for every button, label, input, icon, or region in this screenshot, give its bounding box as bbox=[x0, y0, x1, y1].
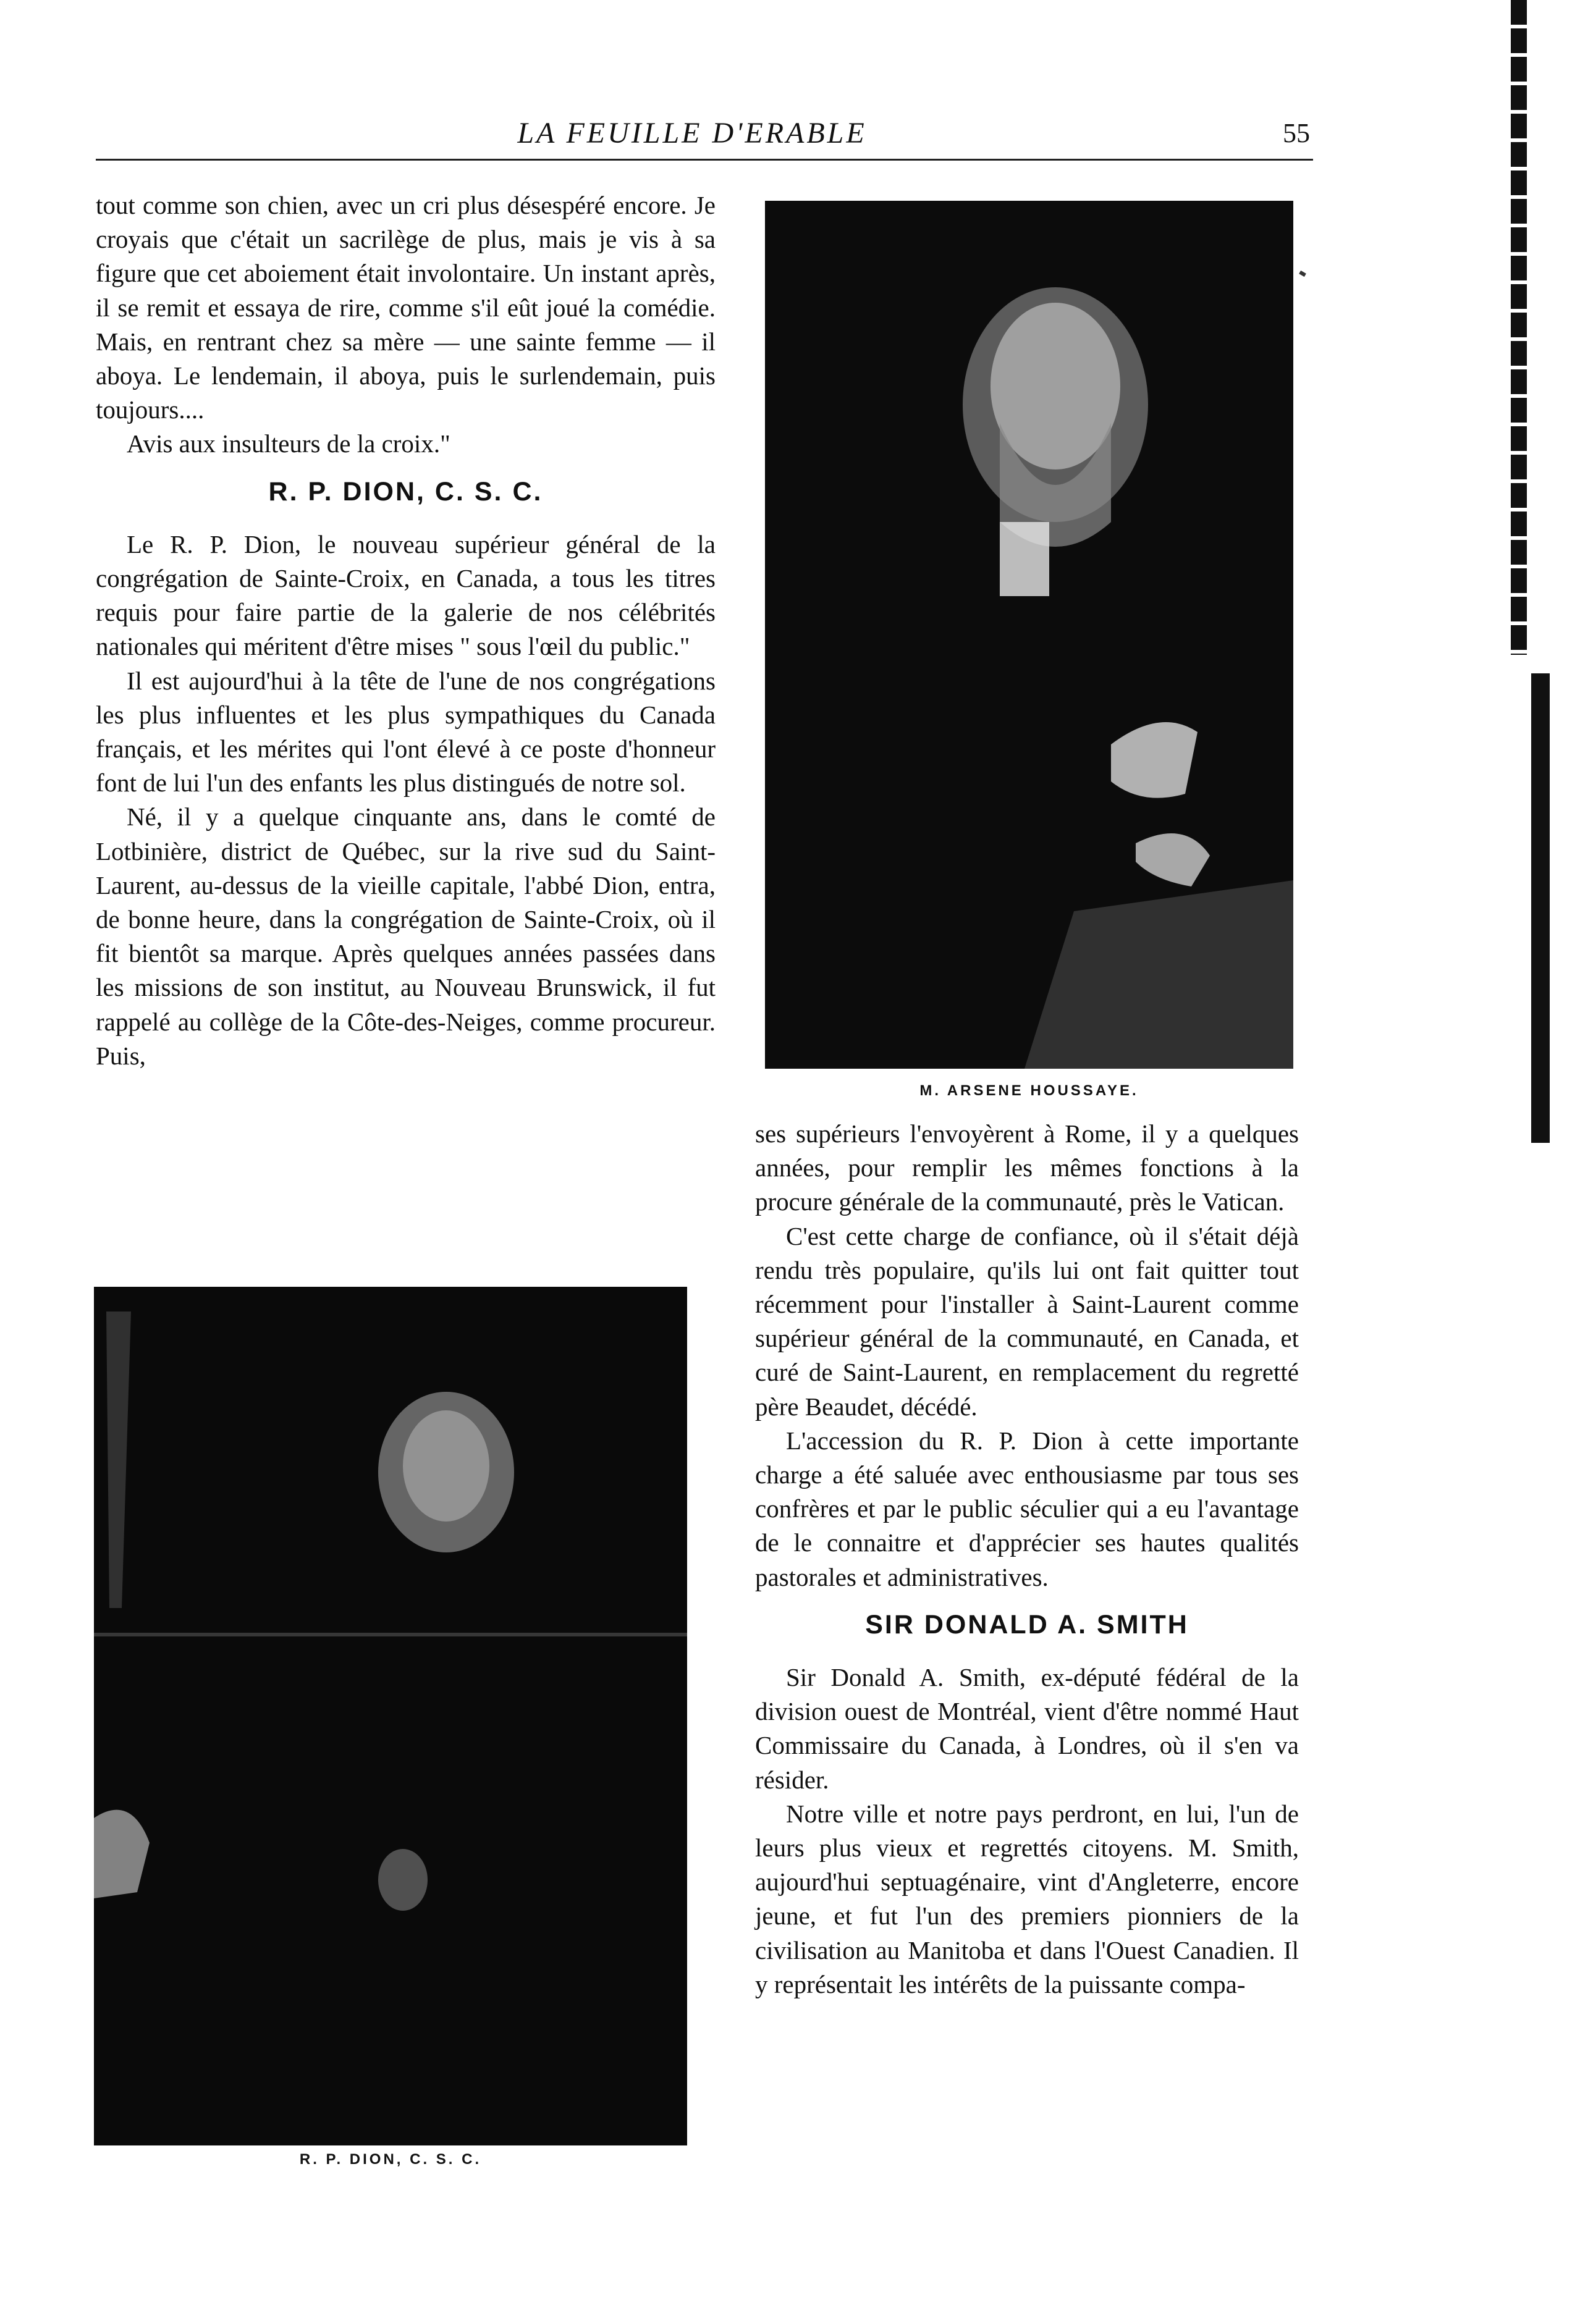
left-column bbox=[96, 188, 716, 1073]
header-rule bbox=[96, 159, 1313, 161]
portrait-image bbox=[94, 1287, 687, 2145]
paragraph: Le R. P. Dion, le nouveau supérieur général de la congrégation de Sainte-Croix, en Canada, a tous les titres requis pour faire partie de la galerie de nos célébrités nationales qui méritent d'être mises " sous l'œil du public." bbox=[96, 529, 716, 661]
paragraph: tout comme son chien, avec un cri plus désespéré encore. Je croyais que c'était un sacrilège de plus, mais je vis à sa figure que cet aboiement était involontaire. Un instant après, il se remit et essaya de rire, comme s'il eût joué la comédie. Mais, en rentrant chez sa mère — une sainte femme — il aboya. Le lendemain, il aboya, puis le surlendemain, puis toujours.... bbox=[96, 191, 716, 424]
section-heading-smith: SIR DONALD A. SMITH bbox=[865, 1609, 1189, 1640]
scan-edge-bar bbox=[1531, 673, 1550, 1143]
paragraph: ses supérieurs l'envoyèrent à Rome, il y a quelques années, pour remplir les mêmes fonctions à la procure générale de la communauté, près le Vatican. bbox=[755, 1119, 1299, 1216]
paragraph: Il est aujourd'hui à la tête de l'une de nos congrégations les plus influentes et les plus sympathiques du Canada français, et les mérites qui l'ont élevé à ce poste d'honneur font de lui l'un des enfants les plus distingués de notre sol. bbox=[96, 666, 716, 798]
portrait-photo-houssaye bbox=[765, 201, 1293, 1069]
paragraph: L'accession du R. P. Dion à cette importante charge a été saluée avec enthousiasme par tous ses confrères et par le public séculier qui a eu l'avantage de le connaitre et d'apprécier ses hautes qualités pastorales et administratives. bbox=[755, 1426, 1299, 1591]
scan-edge-mark bbox=[1511, 0, 1527, 655]
paragraph: Avis aux insulteurs de la croix." bbox=[127, 429, 450, 458]
scan-speck bbox=[1299, 271, 1306, 277]
photo-caption-houssaye: M. ARSENE HOUSSAYE. bbox=[919, 1082, 1139, 1099]
right-column bbox=[755, 1117, 1299, 2002]
section-heading-dion: R. P. DION, C. S. C. bbox=[268, 476, 543, 507]
paragraph: C'est cette charge de confiance, où il s'était déjà rendu très populaire, qu'ils lui ont fait quitter tout récemment pour l'installer à Saint-Laurent comme supérieur général de la communauté, en Canada, et curé de Saint-Laurent, en remplacement du regretté père Beaudet, décédé. bbox=[755, 1221, 1299, 1421]
photo-caption-dion: R. P. DION, C. S. C. bbox=[299, 2151, 482, 2168]
paragraph: Sir Donald A. Smith, ex-député fédéral de la division ouest de Montréal, vient d'être nommé Haut Commissaire du Canada, à Londres, où il s'en va résider. bbox=[755, 1663, 1299, 1794]
paragraph: Notre ville et notre pays perdront, en lui, l'un de leurs plus vieux et regrettés citoyens. M. Smith, aujourd'hui septuagénaire, vint d'Angleterre, encore jeune, et fut l'un des premiers pionniers de la civilisation au Manitoba et dans l'Ouest Canadien. Il y représentait les intérêts de la puissante compa- bbox=[755, 1799, 1299, 1998]
portrait-photo-dion bbox=[94, 1287, 687, 2145]
page-number: 55 bbox=[1283, 118, 1310, 148]
paragraph: Né, il y a quelque cinquante ans, dans le comté de Lotbinière, district de Québec, sur la rive sud du Saint-Laurent, au-dessus de la vieille capitale, l'abbé Dion, entra, de bonne heure, dans la congrégation de Sainte-Croix, où il fit bientôt sa marque. Après quelques années passées dans les missions de son institut, au Nouveau Brunswick, il fut rappelé au collège de la Côte-des-Neiges, comme procureur. Puis, bbox=[96, 802, 716, 1070]
portrait-image bbox=[765, 201, 1293, 1069]
running-title: LA FEUILLE D'ERABLE bbox=[517, 117, 867, 149]
